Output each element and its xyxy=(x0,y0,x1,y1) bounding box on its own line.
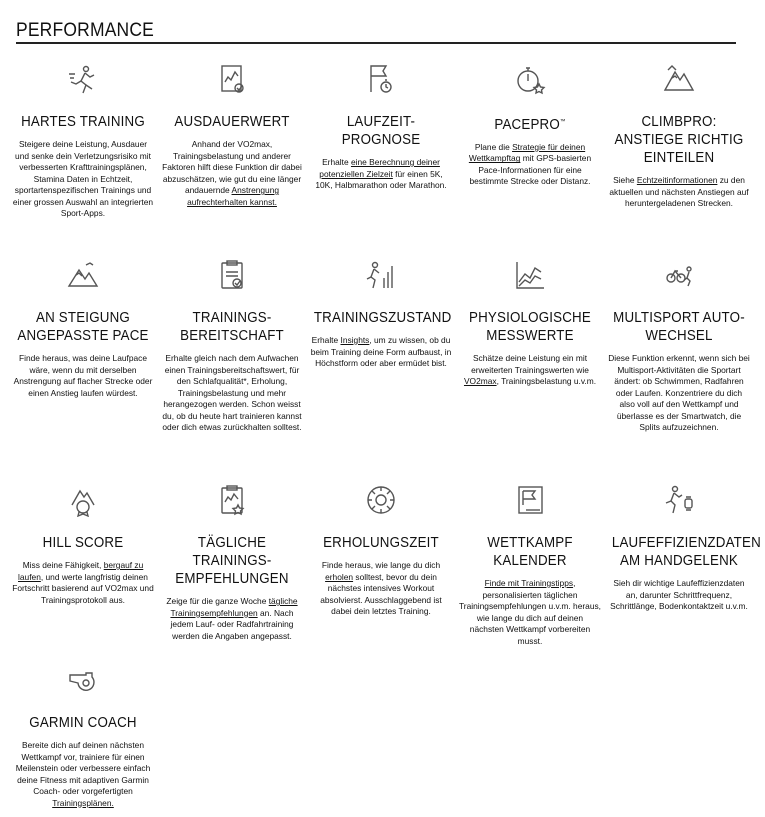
feature-description xyxy=(457,142,603,188)
feature-steigung-pace xyxy=(10,253,156,399)
feature-wettkampf-kalender xyxy=(457,478,603,647)
feature-link[interactable]: VO2max xyxy=(463,376,497,386)
feature-description xyxy=(10,139,156,220)
feature-description xyxy=(308,560,454,618)
feature-description xyxy=(10,560,156,606)
feature-taegliche-empfehlungen xyxy=(159,478,305,642)
feature-title: LAUFEFFIZIENZDATEN AM HANDGELENK xyxy=(611,535,761,569)
description-text: Siehe xyxy=(613,175,637,185)
feature-erholungszeit xyxy=(308,478,454,618)
description-text: Steigere deine Leistung, Ausdauer und senke dein Verletzungsrisiko mit verbesserten Krafttrainingsplänen, Stamina Daten in Echtzeit, sportartenspezifischen Trainings und einer grossen Auswahl an integrierten Sport-Apps. xyxy=(12,139,154,218)
feature-title: MULTISPORT AUTO-WECHSEL xyxy=(613,310,745,344)
feature-description xyxy=(457,578,603,647)
feature-link[interactable]: Echtzeitinformationen xyxy=(636,175,718,185)
section-divider xyxy=(16,42,736,44)
feature-link[interactable]: Finde mit Trainingstipps xyxy=(484,578,574,588)
feature-title: TRAININGS-BEREITSCHAFT xyxy=(180,310,284,344)
feature-link[interactable]: Anstrengung aufrechterhalten kannst. xyxy=(187,185,280,207)
description-text: Zeige für die ganze Woche xyxy=(166,596,269,606)
description-text: mit GPS-basierten Pace-Informationen für eine bestimmte Strecke oder Distanz. xyxy=(469,153,592,187)
feature-trainingszustand xyxy=(308,253,454,370)
feature-description xyxy=(10,740,156,809)
feature-title: PACEPRO™ xyxy=(494,116,566,133)
feature-physiologische-messwerte xyxy=(457,253,603,388)
feature-title: TRAININGSZUSTAND xyxy=(313,310,452,326)
feature-title: WETTKAMPF KALENDER xyxy=(487,535,573,569)
mountain-pace-icon xyxy=(10,253,156,297)
line-chart-icon xyxy=(457,253,603,297)
feature-title: ERHOLUNGSZEIT xyxy=(323,535,439,551)
feature-title: PHYSIOLOGISCHE MESSWERTE xyxy=(469,310,591,344)
clipboard-star-icon xyxy=(159,478,305,522)
feature-climbpro xyxy=(606,57,752,210)
description-text: Erhalte xyxy=(311,335,341,345)
description-text: Sieh dir wichtige Laufeffizienzdaten an, darunter Schrittfrequenz, Schrittlänge, Bodenkontaktzeit u.v.m. xyxy=(610,578,748,611)
feature-title: GARMIN COACH xyxy=(29,715,137,731)
feature-title: TÄGLICHE TRAININGS-EMPFEHLUNGEN xyxy=(175,535,289,587)
feature-title: HILL SCORE xyxy=(42,535,124,551)
running-person-icon xyxy=(10,57,156,101)
feature-description xyxy=(606,175,752,210)
feature-description xyxy=(159,139,305,208)
feature-description xyxy=(159,353,305,434)
hill-score-badge-icon xyxy=(10,478,156,522)
feature-description xyxy=(606,353,752,434)
feature-link[interactable]: Strategie für deinen Wettkampftag xyxy=(468,141,586,164)
description-text: Erhalte gleich nach dem Aufwachen einen Trainingsbereitschaftswert, für den Schlafqualität*, Erholung, Trainingsbelastung und mehr herangezogen werden. Schon weisst du, ob du heute hart trainieren kannst oder dich etwas zurückhalten solltest. xyxy=(162,353,302,432)
multisport-icon xyxy=(606,253,752,297)
section-title: PERFORMANCE xyxy=(16,20,154,41)
clipboard-check-icon xyxy=(159,253,305,297)
description-text: solltest, bevor du dein nächstes intensives Workout absolvierst. Ausschlaggebend ist dabei dein letztes Training. xyxy=(320,571,442,616)
description-text: , Trainingsbelastung u.v.m. xyxy=(496,376,597,386)
feature-title: CLIMBPRO: ANSTIEGE RICHTIG EINTEILEN xyxy=(614,114,744,166)
runner-watch-icon xyxy=(606,478,752,522)
feature-title: AN STEIGUNG ANGEPASSTE PACE xyxy=(17,310,149,344)
mountain-icon xyxy=(606,57,752,101)
feature-laufzeit-prognose xyxy=(308,57,454,192)
race-flag-icon xyxy=(457,478,603,522)
feature-description xyxy=(457,353,603,388)
feature-garmin-coach xyxy=(10,658,156,809)
stopwatch-star-icon xyxy=(457,57,603,101)
feature-link[interactable]: tägliche Trainingsempfehlungen xyxy=(170,596,298,618)
feature-description xyxy=(606,578,752,613)
description-text: Finde heraus, was deine Laufpace wäre, wenn du mit derselben Anstrengung auf flacher Strecke oder einen Anstieg laufen würdest. xyxy=(13,353,153,398)
description-text: Schätze deine Leistung ein mit erweiterten Trainingswerten wie xyxy=(471,353,589,375)
feature-title: LAUFZEIT-PROGNOSE xyxy=(341,114,421,148)
feature-hill-score xyxy=(10,478,156,606)
description-text: Bereite dich auf deinen nächsten Wettkampf vor, trainiere für einen Meilenstein oder verbessere einfach deine Fitness mit adaptiven Garmin Coach- oder vorgefertigten xyxy=(15,740,151,796)
feature-title: AUSDAUERWERT xyxy=(174,114,290,130)
feature-description xyxy=(159,596,305,642)
description-text: für einen 5K, 10K, Halbmarathon oder Marathon. xyxy=(315,168,447,190)
description-text: , personalisierten täglichen Trainingsempfehlungen u.v.m. heraus, wie lange du dich auf deinen nächsten Wettkampf vorbereiten musst. xyxy=(459,578,601,646)
description-text: an. Nach jedem Lauf- oder Radfahrtraining werden die Angaben angepasst. xyxy=(170,607,294,641)
feature-trainingsbereitschaft xyxy=(159,253,305,434)
flag-stopwatch-icon xyxy=(308,57,454,101)
recovery-dial-icon xyxy=(308,478,454,522)
feature-link[interactable]: Trainingsplänen. xyxy=(52,797,114,808)
feature-link[interactable]: erholen xyxy=(325,571,354,582)
feature-description xyxy=(10,353,156,399)
feature-pacepro xyxy=(457,57,603,188)
feature-hartes-training xyxy=(10,57,156,220)
feature-description xyxy=(308,157,454,192)
description-text: , um zu wissen, ob du beim Training deine Form aufbaust, in Höchstform oder aber ermüdet bist. xyxy=(310,335,452,368)
description-text: , und werte langfristig deinen Fortschritt basierend auf VO2max und Trainingsprotokoll aus. xyxy=(12,571,154,605)
description-text: zu den aktuellen und nächsten Anstiegen auf heruntergeladenen Strecken. xyxy=(609,175,749,208)
description-text: Anhand der VO2max, Trainingsbelastung und anderer Faktoren hilft diese Funktion dir dabei abzuschätzen, wie gut du eine länger andauernde xyxy=(162,139,302,195)
description-text: Plane die xyxy=(474,141,513,152)
feature-description xyxy=(308,335,454,370)
feature-laufeffizienz xyxy=(606,478,761,613)
description-text: Miss deine Fähigkeit, xyxy=(22,560,104,570)
feature-link[interactable]: bergauf zu laufen xyxy=(18,560,144,582)
whistle-icon xyxy=(10,658,156,702)
feature-link[interactable]: eine Berechnung deiner potenziellen Zielzeit xyxy=(319,157,440,179)
endurance-report-icon xyxy=(159,57,305,101)
feature-link[interactable]: Insights xyxy=(340,335,370,345)
runner-bars-icon xyxy=(308,253,454,297)
description-text: Diese Funktion erkennt, wenn sich bei Multisport-Aktivitäten die Sportart ändert: ob Schwimmen, Radfahren oder Laufen. Konzentriere du dich also voll auf den Wettkampf und überlasse es der Smartwatch, die Splits aufzuzeichnen. xyxy=(608,353,750,432)
feature-multisport xyxy=(606,253,752,434)
trademark-mark: ™ xyxy=(559,119,566,125)
feature-ausdauerwert xyxy=(159,57,305,208)
description-text: Finde heraus, wie lange du dich xyxy=(321,560,441,570)
feature-title: HARTES TRAINING xyxy=(21,114,145,130)
description-text: Erhalte xyxy=(322,157,351,167)
